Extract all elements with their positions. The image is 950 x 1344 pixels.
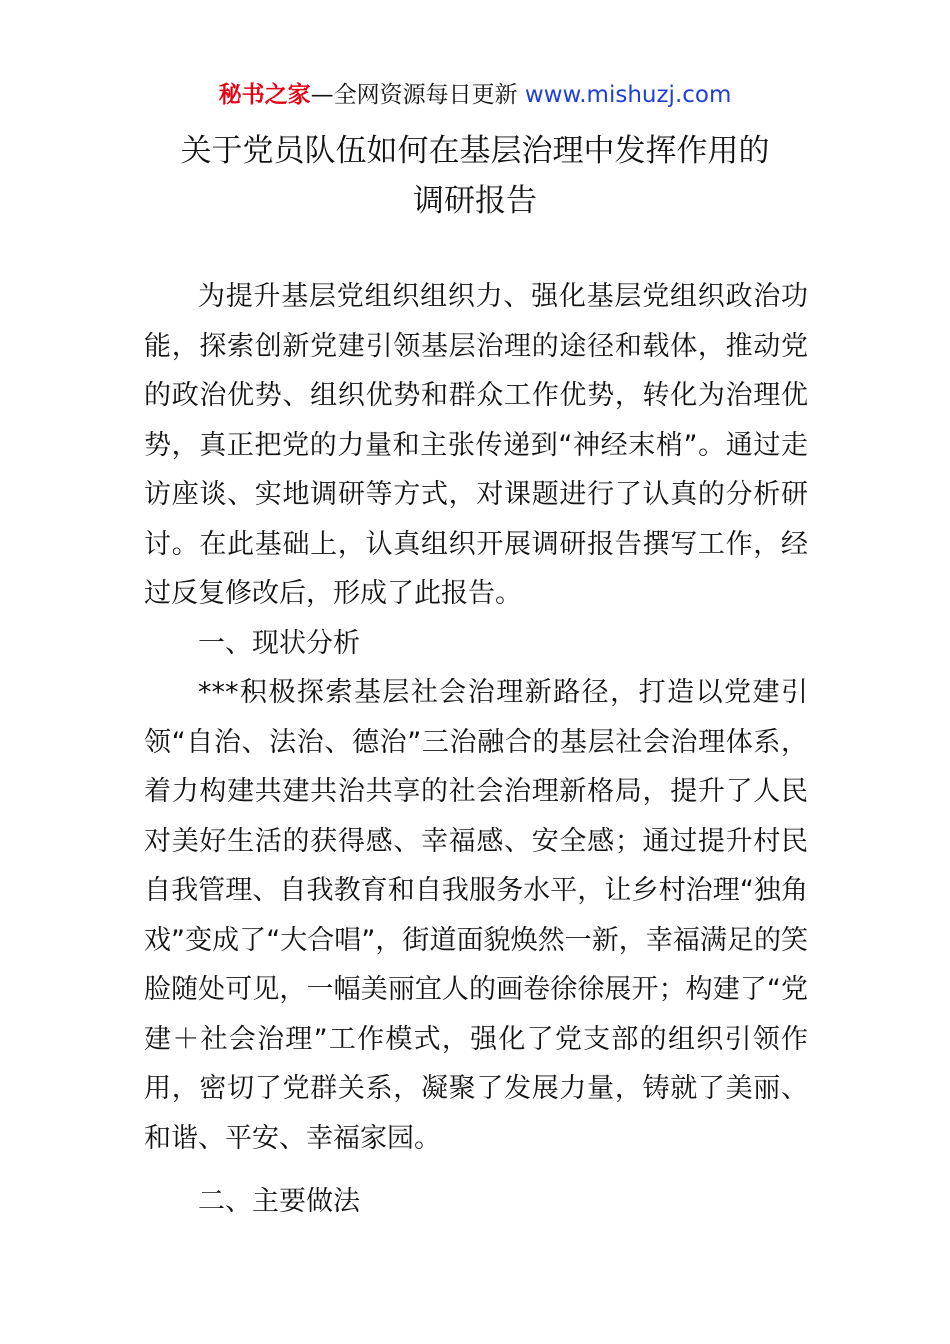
document-title	[0, 126, 950, 226]
section-heading-status-analysis: 一、现状分析	[198, 627, 360, 659]
title-line-1: 关于党员队伍如何在基层治理中发挥作用的	[180, 133, 770, 169]
site-url-link[interactable]: www.mishuzj.com	[524, 82, 732, 108]
site-brand: 秘书之家	[218, 82, 311, 108]
title-line-2: 调研报告	[413, 183, 537, 219]
status-analysis-paragraph: ***积极探索基层社会治理新路径，打造以党建引领“自治、法治、德治”三治融合的基层社会治理体系，着力构建共建共治共享的社会治理新格局，提升了人民对美好生活的获得感、幸福感、安全感；通过提升村民自我管理、自我教育和自我服务水平，让乡村治理“独角戏”变成了“大合唱”，街道面貌焕然一新，幸福满足的笑脸随处可见，一幅美丽宜人的画卷徐徐展开；构建了“党建＋社会治理”工作模式，强化了党支部的组织引领作用，密切了党群关系，凝聚了发展力量，铸就了美丽、和谐、平安、幸福家园。	[144, 677, 808, 1154]
document-body	[144, 272, 808, 1227]
site-header	[0, 78, 950, 112]
site-tagline: —全网资源每日更新	[310, 82, 518, 108]
intro-paragraph: 为提升基层党组织组织力、强化基层党组织政治功能，探索创新党建引领基层治理的途径和载体，推动党的政治优势、组织优势和群众工作优势，转化为治理优势，真正把党的力量和主张传递到“神经末梢”。通过走访座谈、实地调研等方式，对课题进行了认真的分析研讨。在此基础上，认真组织开展调研报告撰写工作，经过反复修改后，形成了此报告。	[144, 281, 808, 609]
section-heading-main-practices: 二、主要做法	[198, 1186, 360, 1217]
